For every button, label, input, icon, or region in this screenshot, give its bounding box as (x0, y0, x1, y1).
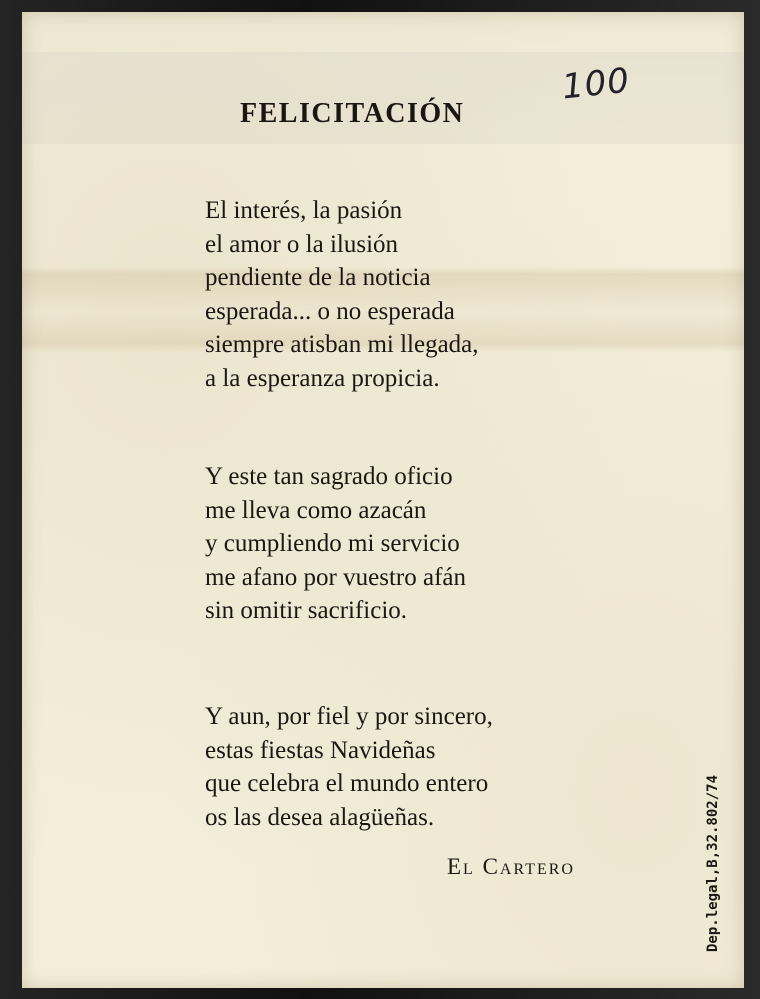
signature: El Cartero (447, 854, 575, 879)
poem-line: el amor o la ilusión (205, 230, 399, 258)
poem-line: siempre atisban mi llegada, (205, 331, 479, 358)
poem-line: me lleva como azacán (205, 496, 427, 524)
poem-line: a la esperanza propicia. (205, 364, 440, 392)
poem-line: y cumpliendo mi servicio (205, 530, 460, 557)
poem-line: Y este tan sagrado oficio (205, 463, 453, 490)
poem-line: El interés, la pasión (205, 197, 403, 224)
poem-stanza-3 (205, 700, 493, 834)
poem-line: pendiente de la noticia (205, 264, 431, 291)
poem-line: estas fiestas Navideñas (205, 736, 436, 764)
card-title: FELICITACIÓN (240, 98, 465, 129)
poem-line: sin omitir sacrificio. (205, 597, 408, 624)
poem-stanza-2 (205, 460, 466, 628)
handwritten-number: 100 (560, 60, 632, 108)
poem-line: me afano por vuestro afán (205, 563, 466, 591)
poem-line: que celebra el mundo entero (205, 770, 489, 797)
poem-stanza-1 (205, 194, 479, 395)
legal-deposit-text: Dep.legal,B,32.802/74 (705, 774, 721, 952)
poem-line: Y aun, por fiel y por sincero, (205, 703, 493, 730)
poem-line: os las desea alagüeñas. (205, 803, 435, 831)
poem-line: esperada... o no esperada (205, 297, 455, 325)
greeting-card (22, 12, 744, 988)
